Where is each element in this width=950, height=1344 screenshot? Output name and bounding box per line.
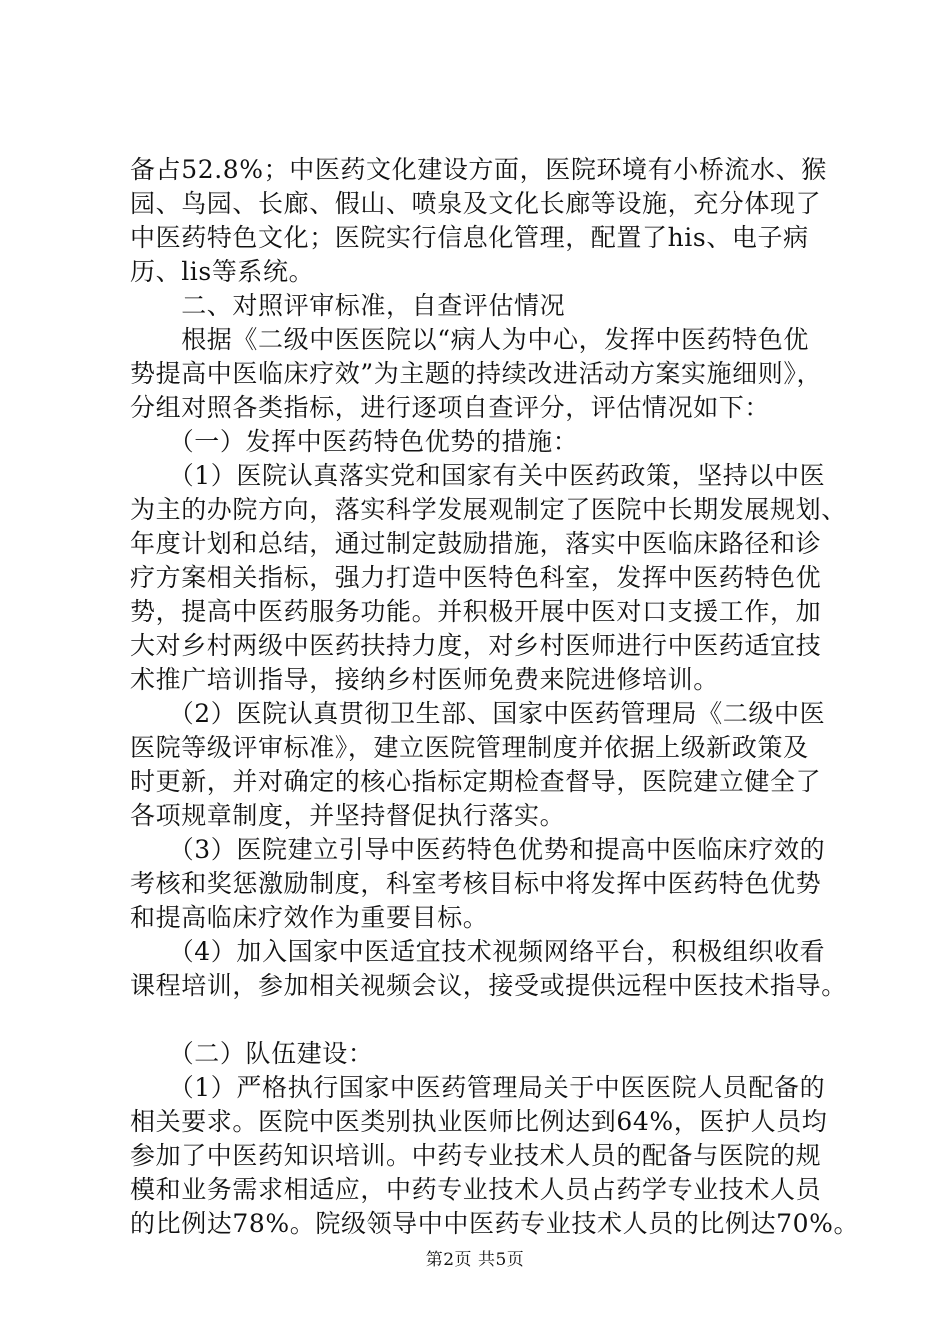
body-text-line: 中医药特色文化；医院实行信息化管理，配置了his、电子病	[130, 223, 809, 252]
body-text-line: 和提高临床疗效作为重要目标。	[130, 903, 489, 932]
body-text-line: 模和业务需求相适应，中药专业技术人员占药学专业技术人员	[130, 1175, 822, 1204]
body-text-line: 历、lis等系统。	[130, 257, 315, 286]
body-text-line: 园、鸟园、长廊、假山、喷泉及文化长廊等设施，充分体现了	[130, 189, 822, 218]
section-heading: 二、对照评审标准，自查评估情况	[130, 291, 566, 320]
body-text-line: 课程培训，参加相关视频会议，接受或提供远程中医技术指导。	[130, 971, 847, 1000]
body-text-line: 为主的办院方向，落实科学发展观制定了医院中长期发展规划、	[130, 495, 847, 524]
body-text-line: 术推广培训指导，接纳乡村医师免费来院进修培训。	[130, 665, 719, 694]
body-text-line: 大对乡村两级中医药扶持力度，对乡村医师进行中医药适宜技	[130, 631, 822, 660]
body-text-line: （3）医院建立引导中医药特色优势和提高中医临床疗效的	[130, 835, 826, 864]
body-text-line: 根据《二级中医医院以“病人为中心，发挥中医药特色优	[130, 325, 809, 354]
body-text-line: 分组对照各类指标，进行逐项自查评分，评估情况如下：	[130, 393, 771, 422]
body-text-line: （1）医院认真落实党和国家有关中医药政策，坚持以中医	[130, 461, 826, 490]
body-text-line: 考核和奖惩激励制度，科室考核目标中将发挥中医药特色优势	[130, 869, 822, 898]
body-text-line: （1）严格执行国家中医药管理局关于中医医院人员配备的	[130, 1073, 826, 1102]
subsection-heading: （二）队伍建设：	[130, 1039, 374, 1068]
page-number-footer: 第2页 共5页	[425, 1250, 525, 1270]
subsection-heading: （一）发挥中医药特色优势的措施：	[130, 427, 579, 456]
body-text-line: （2）医院认真贯彻卫生部、国家中医药管理局《二级中医	[130, 699, 826, 728]
body-text-line: 势提高中医临床疗效”为主题的持续改进活动方案实施细则》，	[130, 359, 823, 388]
body-text-line: 相关要求。医院中医类别执业医师比例达到64%，医护人员均	[130, 1107, 828, 1136]
body-text-line: 时更新，并对确定的核心指标定期检查督导，医院建立健全了	[130, 767, 822, 796]
body-text-line: 年度计划和总结，通过制定鼓励措施，落实中医临床路径和诊	[130, 529, 822, 558]
body-text-line: 的比例达78%。院级领导中中医药专业技术人员的比例达70%。	[130, 1209, 860, 1238]
body-text-line: 备占52.8%；中医药文化建设方面，医院环境有小桥流水、猴	[130, 155, 827, 184]
body-text-line: （4）加入国家中医适宜技术视频网络平台，积极组织收看	[130, 937, 826, 966]
body-text-line: 参加了中医药知识培训。中药专业技术人员的配备与医院的规	[130, 1141, 822, 1170]
body-text-line: 医院等级评审标准》，建立医院管理制度并依据上级新政策及	[130, 733, 809, 762]
body-text-line: 势，提高中医药服务功能。并积极开展中医对口支援工作，加	[130, 597, 822, 626]
body-text-line: 各项规章制度，并坚持督促执行落实。	[130, 801, 566, 830]
body-text-line: 疗方案相关指标，强力打造中医特色科室，发挥中医药特色优	[130, 563, 822, 592]
